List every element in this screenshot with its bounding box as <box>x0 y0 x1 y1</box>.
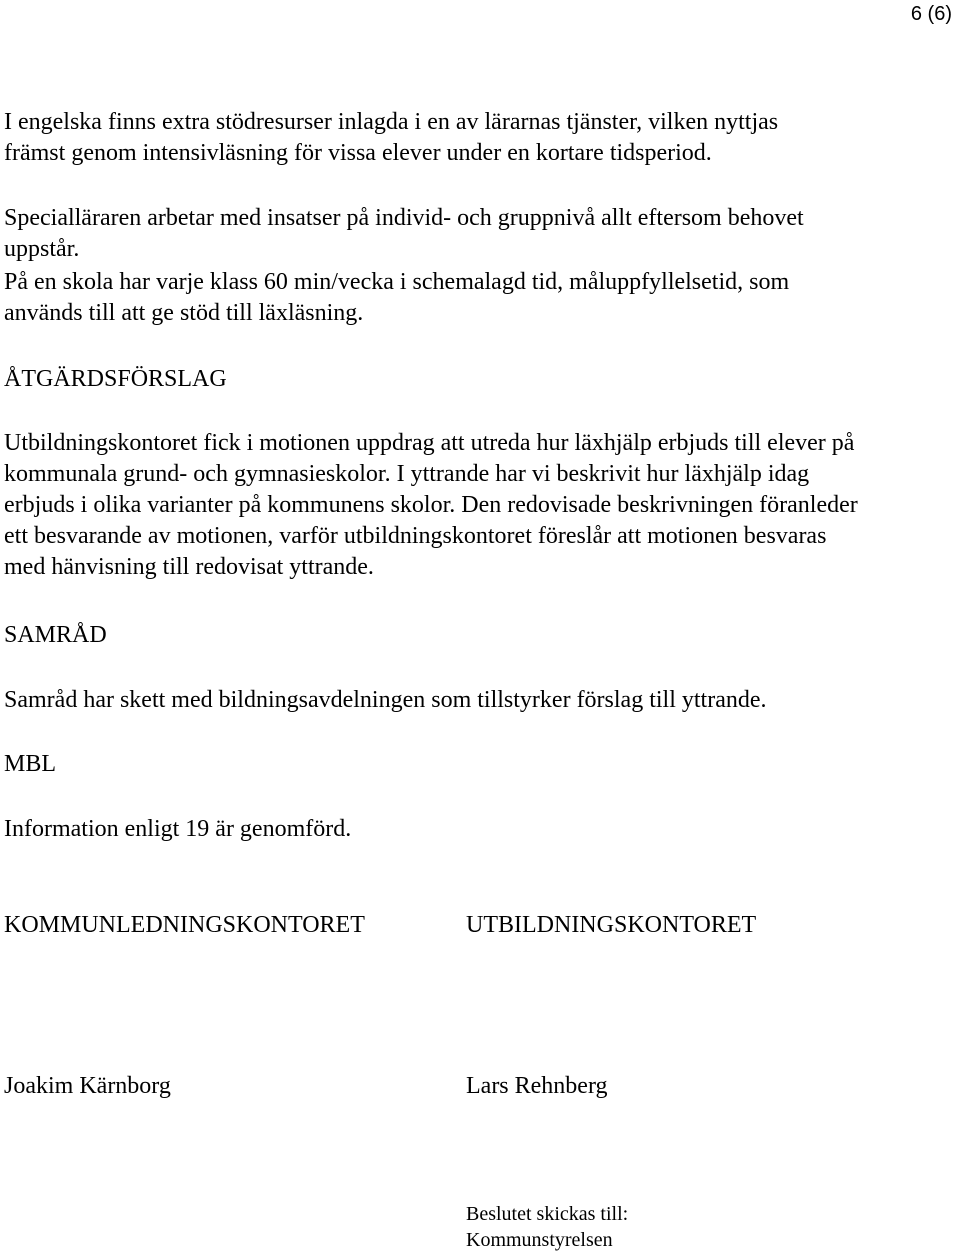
heading-atgardsforslag: ÅTGÄRDSFÖRSLAG <box>4 366 227 392</box>
paragraph-samrad: Samråd har skett med bildningsavdelningen som tillstyrker förslag till yttrande. <box>4 687 767 713</box>
distribution-label: Beslutet skickas till: <box>466 1203 629 1225</box>
signature-name-left: Joakim Kärnborg <box>4 1073 171 1099</box>
text-line: ett besvarande av motionen, varför utbildningskontoret föreslår att motionen besvaras <box>4 523 827 549</box>
text-line: används till att ge stöd till läxläsning. <box>4 300 364 326</box>
text-line: Utbildningskontoret fick i motionen uppdrag att utreda hur läxhjälp erbjuds till elever på <box>4 430 855 456</box>
text-line: Specialläraren arbetar med insatser på individ- och gruppnivå allt eftersom behovet <box>4 205 804 231</box>
paragraph-atgardsforslag <box>4 428 858 583</box>
paragraph-special-teacher <box>4 203 804 265</box>
text-line: kommunala grund- och gymnasieskolor. I yttrande har vi beskrivit hur läxhjälp idag <box>4 461 810 487</box>
signature-name-right: Lars Rehnberg <box>466 1073 608 1099</box>
text-line: främst genom intensivläsning för vissa elever under en kortare tidsperiod. <box>4 140 712 166</box>
heading-samrad: SAMRÅD <box>4 622 107 648</box>
page-number: 6 (6) <box>910 3 952 25</box>
paragraph-mbl: Information enligt 19 är genomförd. <box>4 816 352 842</box>
text-line: uppstår. <box>4 236 80 262</box>
text-line: erbjuds i olika varianter på kommunens skolor. Den redovisade beskrivningen föranleder <box>4 492 858 518</box>
signature-office-right: UTBILDNINGSKONTORET <box>466 912 757 938</box>
text-line: med hänvisning till redovisat yttrande. <box>4 554 374 580</box>
paragraph-extra-support <box>4 107 778 169</box>
heading-mbl: MBL <box>4 751 57 777</box>
distribution-recipient: Kommunstyrelsen <box>466 1229 613 1251</box>
distribution-list <box>466 1201 628 1253</box>
text-line: På en skola har varje klass 60 min/vecka i schemalagd tid, måluppfyllelsetid, som <box>4 269 790 295</box>
paragraph-scheduled-time <box>4 267 789 329</box>
signature-office-left: KOMMUNLEDNINGSKONTORET <box>4 912 365 938</box>
text-line: I engelska finns extra stödresurser inlagda i en av lärarnas tjänster, vilken nyttjas <box>4 109 779 135</box>
